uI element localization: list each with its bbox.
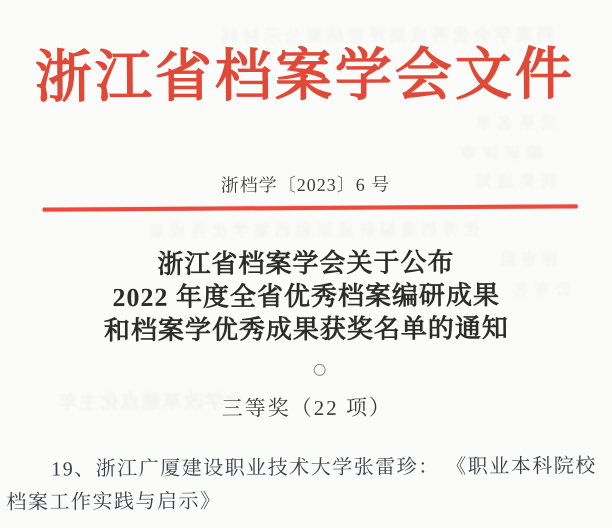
bleed-through-text: 编研评审 [454,145,543,164]
notice-title-line: 2022 年度全省优秀档案编研成果 [112,280,501,313]
notice-title [0,245,612,348]
bleed-through-text: 评审组 [494,251,559,269]
notice-title-line: 和档案学优秀成果获奖名单的通知 [103,313,509,346]
document-number: 浙档学〔2023〕6 号 [220,174,391,196]
document-org-title: 浙江省档案学会文件 [34,43,576,110]
section-heading-third-prize: 三等奖（22 项） [221,395,393,421]
red-divider-line [43,204,578,211]
bleed-through-text: 公布名 [508,281,572,299]
bleed-through-text: 业学改革题点化主年 [55,391,245,414]
bleed-through-text: 成果名单 [469,115,558,134]
bleed-through-text: 档案学会优秀成果评审结果公示材料 [217,25,554,47]
award-entry-line: 19、浙江广厦建设职业技术大学张雷珍： 《职业本科院校 [51,455,597,481]
bleed-through-text: 优秀档案编研成果和档案学优秀成果 [143,221,480,241]
center-circle-marker [314,364,326,376]
bleed-through-text: 获奖通知 [469,173,558,191]
notice-title-line: 浙江省档案学会关于公布 [157,248,455,279]
award-list-paragraph [6,450,597,520]
award-entry-line: 档案工作实践与启示》 [6,490,222,514]
